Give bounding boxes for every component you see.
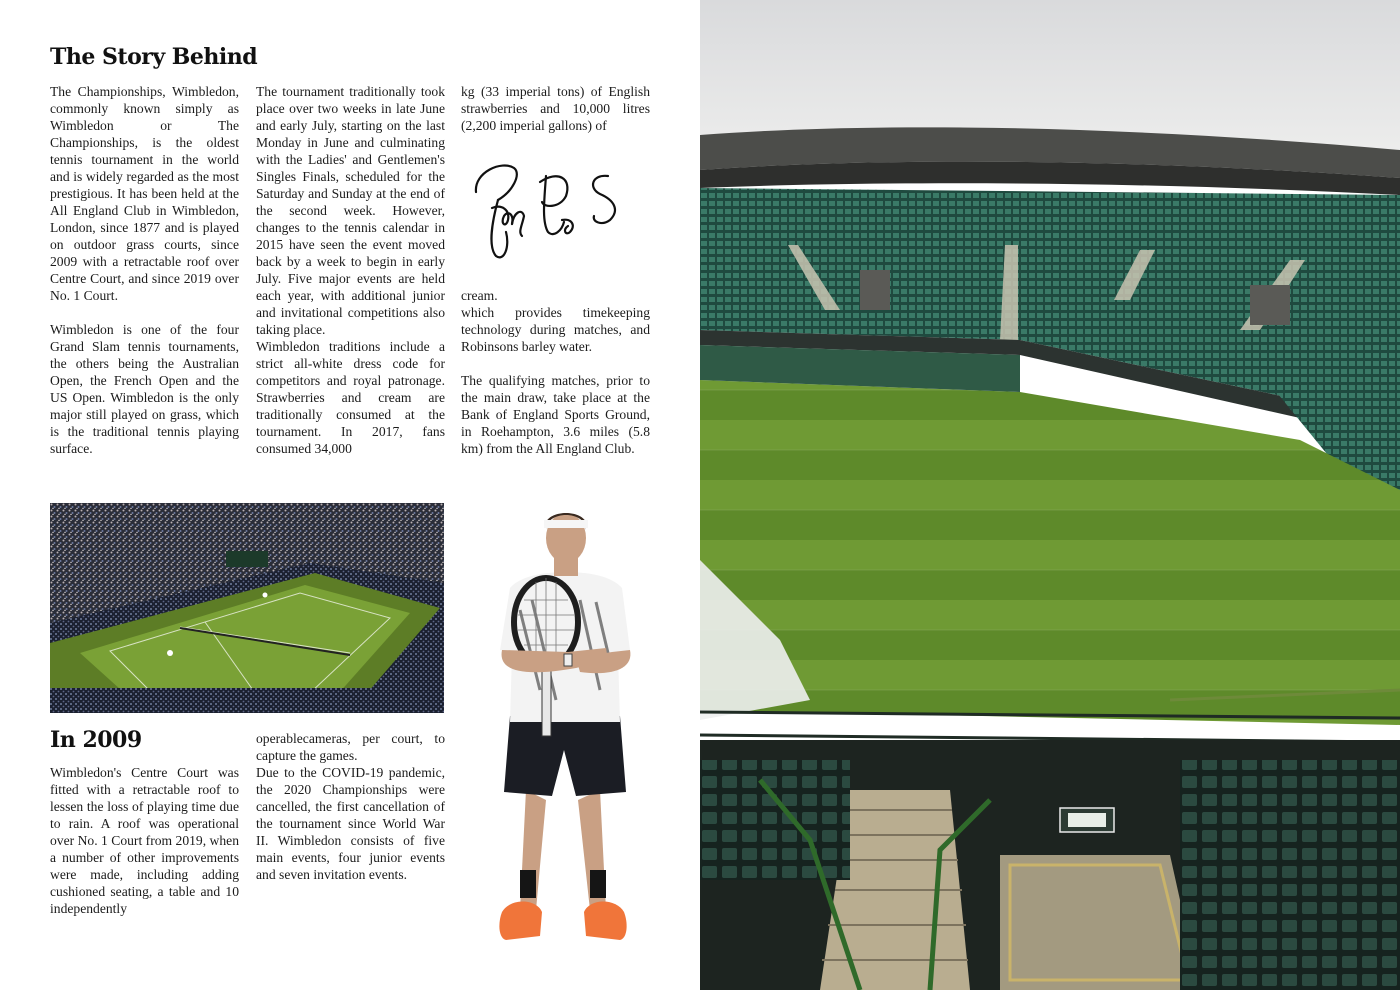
story-paragraph: The tournament traditionally took place over two weeks in late June and early July, starting on the last Monday in June and culminating with the Ladies' and Gentlemen's Singles Finals, scheduled for the Saturday and Sunday at the end of the second week. However, changes to the tennis calendar in 2015 have seen the event moved back by a week to begin in early July. Five major events are held each year, with additional junior and invitational competitions also taking place.	[256, 84, 445, 337]
section-paragraph: Due to the COVID-19 pandemic, the 2020 Championships were cancelled, the first cancellation of the tournament since World War II. Wimbledon consists of five main events, four junior events and seven invitation events.	[256, 765, 445, 882]
story-paragraph: The qualifying matches, prior to the main draw, take place at the Bank of England Sports Ground, in Roehampton, 3.6 miles (5.8 km) from the All England Club.	[461, 373, 650, 456]
story-paragraph: which provides timekeeping technology during matches, and Robinsons barley water.	[461, 305, 650, 354]
story-paragraph: The Championships, Wimbledon, commonly known simply as Wimbledon or The Championships, is the oldest tennis tournament in the world and is widely regarded as the most prestigious. It has been held at the All England Club in Wimbledon, London, since 1877 and is played on outdoor grass courts, since 2009 with a retractable roof over Centre Court, and since 2019 over No. 1 Court.	[50, 84, 239, 303]
story-column-2	[256, 83, 445, 457]
signature-image	[462, 152, 642, 270]
right-page	[700, 0, 1400, 990]
section-2009-column-1	[50, 764, 239, 917]
section-2009-column-2	[256, 730, 445, 883]
story-paragraph: cream.	[461, 288, 498, 303]
empty-stadium-photo	[700, 0, 1400, 990]
player-portrait	[480, 490, 655, 945]
centre-court-match-photo	[50, 503, 444, 713]
story-column-1	[50, 83, 239, 457]
story-column-3-top	[461, 83, 650, 134]
story-paragraph: Wimbledon traditions include a strict all-white dress code for competitors and royal patronage. Strawberries and cream are traditionally consumed at the tournament. In 2017, fans consumed 34,000	[256, 339, 445, 456]
story-paragraph: Wimbledon is one of the four Grand Slam tennis tournaments, the others being the Australian Open, the French Open and the US Open. Wimbledon is the only major still played on grass, which is the traditional tennis playing surface.	[50, 322, 239, 456]
section-2009-title: In 2009	[50, 727, 142, 753]
story-column-3-bottom	[461, 287, 650, 457]
section-paragraph: Wimbledon's Centre Court was fitted with a retractable roof to lessen the loss of playing time due to rain. A roof was operational over No. 1 Court from 2019, when a number of other improvements were made, including adding cushioned seating, a table and 10 independently	[50, 765, 239, 916]
section-paragraph: operablecameras, per court, to capture the games.	[256, 731, 445, 763]
story-paragraph: kg (33 imperial tons) of English strawberries and 10,000 litres (2,200 imperial gallons) of	[461, 84, 650, 133]
story-title: The Story Behind	[50, 44, 258, 70]
